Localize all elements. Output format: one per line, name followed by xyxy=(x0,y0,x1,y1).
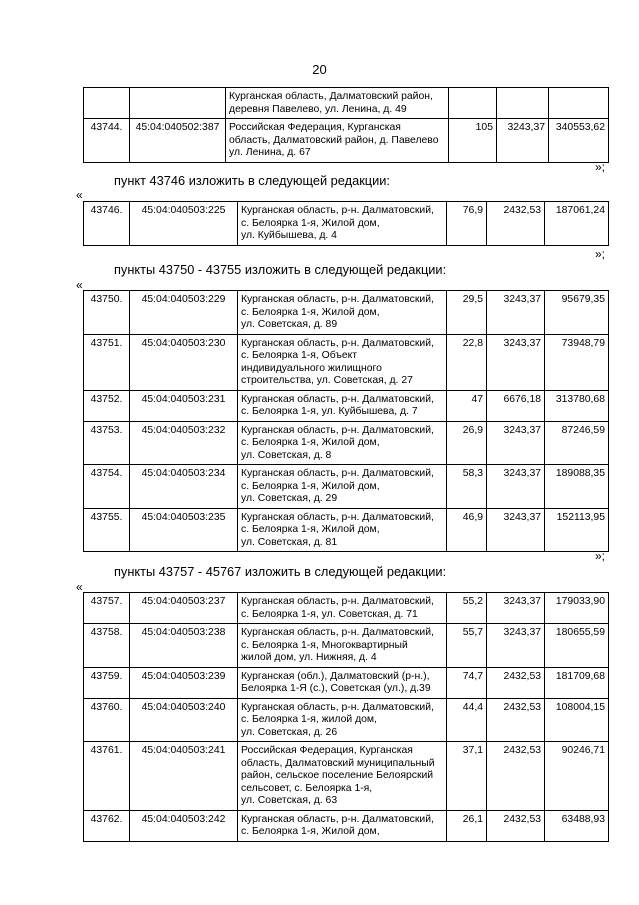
cell-cadastral-number: 45:04:040503:231 xyxy=(130,390,238,421)
cell-number: 43752. xyxy=(84,390,130,421)
cell-address xyxy=(238,291,447,335)
address-line: с. Белоярка 1-я, жилой дом, xyxy=(241,714,377,725)
table-row xyxy=(84,334,609,390)
table-body xyxy=(84,88,609,163)
address-line: Курганская область, р-н. Далматовский, xyxy=(241,596,434,607)
property-table-3 xyxy=(83,592,609,842)
table-row xyxy=(84,667,609,698)
cell-address xyxy=(226,119,449,163)
address-line: с. Белоярка 1-я, Жилой дом, xyxy=(241,480,380,492)
cell-number: 43754. xyxy=(84,465,130,509)
address-line: ул. Советская, д. 29 xyxy=(241,493,338,504)
cell-number: 43759. xyxy=(84,667,130,698)
address-line: с. Белоярка 1-я, Объект xyxy=(241,350,358,361)
cell-address xyxy=(238,593,447,624)
cell-price: 6676,18 xyxy=(487,390,545,421)
address-line: с. Белоярка 1-я, ул. Советская, д. 71 xyxy=(241,608,418,620)
property-table-0 xyxy=(83,87,609,163)
cell-number: 43760. xyxy=(84,698,130,742)
address-line: Курганская область, р-н. Далматовский, xyxy=(241,511,434,523)
cell-address xyxy=(238,667,447,698)
cell-area: 47 xyxy=(447,390,487,421)
cell-area: 26,9 xyxy=(447,421,487,465)
cell-address xyxy=(238,334,447,390)
cell-total: 90246,71 xyxy=(545,742,609,811)
address-line: Курганская (обл.), Далматовский (р-н.), xyxy=(241,670,430,682)
address-line: ул. Советская, д. 8 xyxy=(241,449,332,461)
cell-total: 179033,90 xyxy=(545,593,609,624)
cell-area: 37,1 xyxy=(447,742,487,811)
cell-cadastral-number xyxy=(130,88,226,119)
cell-cadastral-number: 45:04:040502:387 xyxy=(130,119,226,163)
cell-area xyxy=(449,88,497,119)
table-row xyxy=(84,119,609,163)
address-line: с. Белоярка 1-я, Жилой дом, xyxy=(241,826,380,837)
address-line: с. Белоярка 1-я, ул. Куйбышева, д. 7 xyxy=(241,406,418,417)
address-line: Российская Федерация, Курганская xyxy=(241,745,413,756)
cell-total: 95679,35 xyxy=(545,291,609,335)
cell-number: 43755. xyxy=(84,508,130,552)
address-line: Курганская область, р-н. Далматовский, xyxy=(241,701,434,713)
table-row xyxy=(84,742,609,811)
cell-cadastral-number: 45:04:040503:242 xyxy=(130,810,238,841)
cell-cadastral-number: 45:04:040503:235 xyxy=(130,508,238,552)
address-line: индивидуального жилищного xyxy=(241,362,382,374)
cell-number xyxy=(84,88,130,119)
address-line: ул. Советская, д. 81 xyxy=(241,536,338,548)
instruction-paragraph-3: пункты 43757 - 45767 изложить в следующей редакции: xyxy=(114,564,447,579)
table-body xyxy=(84,593,609,842)
cell-price: 3243,37 xyxy=(487,508,545,552)
table-row xyxy=(84,810,609,841)
cell-area: 46,9 xyxy=(447,508,487,552)
cell-price: 2432,53 xyxy=(487,810,545,841)
instruction-paragraph-1: пункт 43746 изложить в следующей редакции: xyxy=(114,173,390,188)
open-quote-2: « xyxy=(76,278,83,292)
property-table-1 xyxy=(83,201,609,246)
cell-cadastral-number: 45:04:040503:234 xyxy=(130,465,238,509)
address-line: Курганская область, Далматовский район, xyxy=(229,91,433,102)
cell-area: 55,7 xyxy=(447,624,487,668)
address-line: ул. Советская, д. 89 xyxy=(241,319,338,330)
instruction-paragraph-2: пункты 43750 - 43755 изложить в следующей редакции: xyxy=(114,262,447,277)
table-row xyxy=(84,421,609,465)
address-line: деревня Павелево, ул. Ленина, д. 49 xyxy=(229,103,407,115)
cell-cadastral-number: 45:04:040503:238 xyxy=(130,624,238,668)
cell-price: 2432,53 xyxy=(487,742,545,811)
cell-area: 76,9 xyxy=(447,202,487,246)
address-line: с. Белоярка 1-я, Многоквартирный xyxy=(241,639,408,651)
address-line: область, Далматовский муниципальный xyxy=(241,757,435,769)
cell-address xyxy=(238,202,447,246)
cell-cadastral-number: 45:04:040503:230 xyxy=(130,334,238,390)
table-row xyxy=(84,291,609,335)
address-line: Курганская область, р-н. Далматовский, xyxy=(241,337,434,349)
cell-price: 3243,37 xyxy=(497,119,549,163)
address-line: область, Далматовский район, д. Павелево xyxy=(229,134,439,146)
close-quote-3: »; xyxy=(595,549,606,563)
cell-address xyxy=(238,810,447,841)
address-line: Курганская область, р-н. Далматовский, xyxy=(241,813,434,825)
address-line: строительства, ул. Советская, д. 27 xyxy=(241,375,413,386)
cell-total: 152113,95 xyxy=(545,508,609,552)
table-row xyxy=(84,593,609,624)
cell-total: 108004,15 xyxy=(545,698,609,742)
cell-address xyxy=(238,698,447,742)
cell-cadastral-number: 45:04:040503:232 xyxy=(130,421,238,465)
cell-total: 187061,24 xyxy=(545,202,609,246)
address-line: с. Белоярка 1-я, Жилой дом, xyxy=(241,306,380,318)
cell-number: 43753. xyxy=(84,421,130,465)
cell-number: 43758. xyxy=(84,624,130,668)
cell-address xyxy=(238,508,447,552)
cell-total: 313780,68 xyxy=(545,390,609,421)
address-line: с. Белоярка 1-я, Жилой дом, xyxy=(241,437,380,448)
cell-price: 3243,37 xyxy=(487,291,545,335)
cell-total: 180655,59 xyxy=(545,624,609,668)
address-line: Курганская область, р-н. Далматовский, xyxy=(241,468,434,479)
table-row xyxy=(84,508,609,552)
close-quote-1: »; xyxy=(595,160,606,174)
address-line: Курганская область, р-н. Далматовский, xyxy=(241,294,434,305)
cell-number: 43762. xyxy=(84,810,130,841)
table-row xyxy=(84,465,609,509)
cell-total: 181709,68 xyxy=(545,667,609,698)
cell-total: 189088,35 xyxy=(545,465,609,509)
address-line: ул. Куйбышева, д. 4 xyxy=(241,230,337,241)
table-body xyxy=(84,291,609,552)
cell-total: 340553,62 xyxy=(549,119,609,163)
cell-price: 3243,37 xyxy=(487,334,545,390)
cell-price: 2432,53 xyxy=(487,202,545,246)
cell-price xyxy=(497,88,549,119)
cell-area: 22,8 xyxy=(447,334,487,390)
cell-area: 29,5 xyxy=(447,291,487,335)
cell-number: 43761. xyxy=(84,742,130,811)
cell-address xyxy=(238,421,447,465)
cell-number: 43744. xyxy=(84,119,130,163)
cell-area: 58,3 xyxy=(447,465,487,509)
cell-address xyxy=(238,465,447,509)
address-line: ул. Советская, д. 26 xyxy=(241,726,338,738)
address-line: сельсовет, с. Белоярка 1-я, xyxy=(241,782,373,794)
cell-number: 43757. xyxy=(84,593,130,624)
close-quote-2: »; xyxy=(595,247,606,261)
cell-price: 3243,37 xyxy=(487,421,545,465)
address-line: Российская Федерация, Курганская xyxy=(229,122,401,133)
cell-address xyxy=(238,390,447,421)
cell-cadastral-number: 45:04:040503:225 xyxy=(130,202,238,246)
table-row xyxy=(84,624,609,668)
cell-price: 3243,37 xyxy=(487,593,545,624)
page-number: 20 xyxy=(312,62,327,77)
address-line: Курганская область, р-н. Далматовский, xyxy=(241,205,434,216)
property-table-2 xyxy=(83,290,609,552)
table-row xyxy=(84,202,609,246)
cell-area: 26,1 xyxy=(447,810,487,841)
table-row xyxy=(84,698,609,742)
address-line: с. Белоярка 1-я, Жилой дом, xyxy=(241,524,380,535)
address-line: Белоярка 1-Я (с.), Советская (ул.), д.39 xyxy=(241,683,431,694)
cell-cadastral-number: 45:04:040503:241 xyxy=(130,742,238,811)
address-line: ул. Советская, д. 63 xyxy=(241,795,338,806)
cell-cadastral-number: 45:04:040503:240 xyxy=(130,698,238,742)
cell-area: 105 xyxy=(449,119,497,163)
address-line: Курганская область, р-н. Далматовский, xyxy=(241,424,434,436)
address-line: Курганская область, р-н. Далматовский, xyxy=(241,627,434,638)
cell-number: 43750. xyxy=(84,291,130,335)
open-quote-1: « xyxy=(76,188,83,202)
cell-cadastral-number: 45:04:040503:239 xyxy=(130,667,238,698)
cell-total xyxy=(549,88,609,119)
cell-area: 55,2 xyxy=(447,593,487,624)
table-row xyxy=(84,390,609,421)
table-row xyxy=(84,88,609,119)
cell-area: 74,7 xyxy=(447,667,487,698)
address-line: жилой дом, ул. Нижняя, д. 4 xyxy=(241,652,377,663)
table-body xyxy=(84,202,609,246)
address-line: ул. Ленина, д. 67 xyxy=(229,147,311,158)
cell-total: 63488,93 xyxy=(545,810,609,841)
cell-total: 73948,79 xyxy=(545,334,609,390)
address-line: с. Белоярка 1-я, Жилой дом, xyxy=(241,217,380,229)
cell-total: 87246,59 xyxy=(545,421,609,465)
cell-address xyxy=(226,88,449,119)
address-line: Курганская область, р-н. Далматовский, xyxy=(241,393,434,405)
cell-price: 2432,53 xyxy=(487,698,545,742)
cell-address xyxy=(238,742,447,811)
address-line: район, сельское поселение Белоярский xyxy=(241,770,434,781)
cell-cadastral-number: 45:04:040503:229 xyxy=(130,291,238,335)
cell-number: 43746. xyxy=(84,202,130,246)
cell-price: 3243,37 xyxy=(487,465,545,509)
cell-address xyxy=(238,624,447,668)
cell-area: 44,4 xyxy=(447,698,487,742)
cell-number: 43751. xyxy=(84,334,130,390)
open-quote-3: « xyxy=(76,580,83,594)
cell-price: 3243,37 xyxy=(487,624,545,668)
cell-price: 2432,53 xyxy=(487,667,545,698)
cell-cadastral-number: 45:04:040503:237 xyxy=(130,593,238,624)
